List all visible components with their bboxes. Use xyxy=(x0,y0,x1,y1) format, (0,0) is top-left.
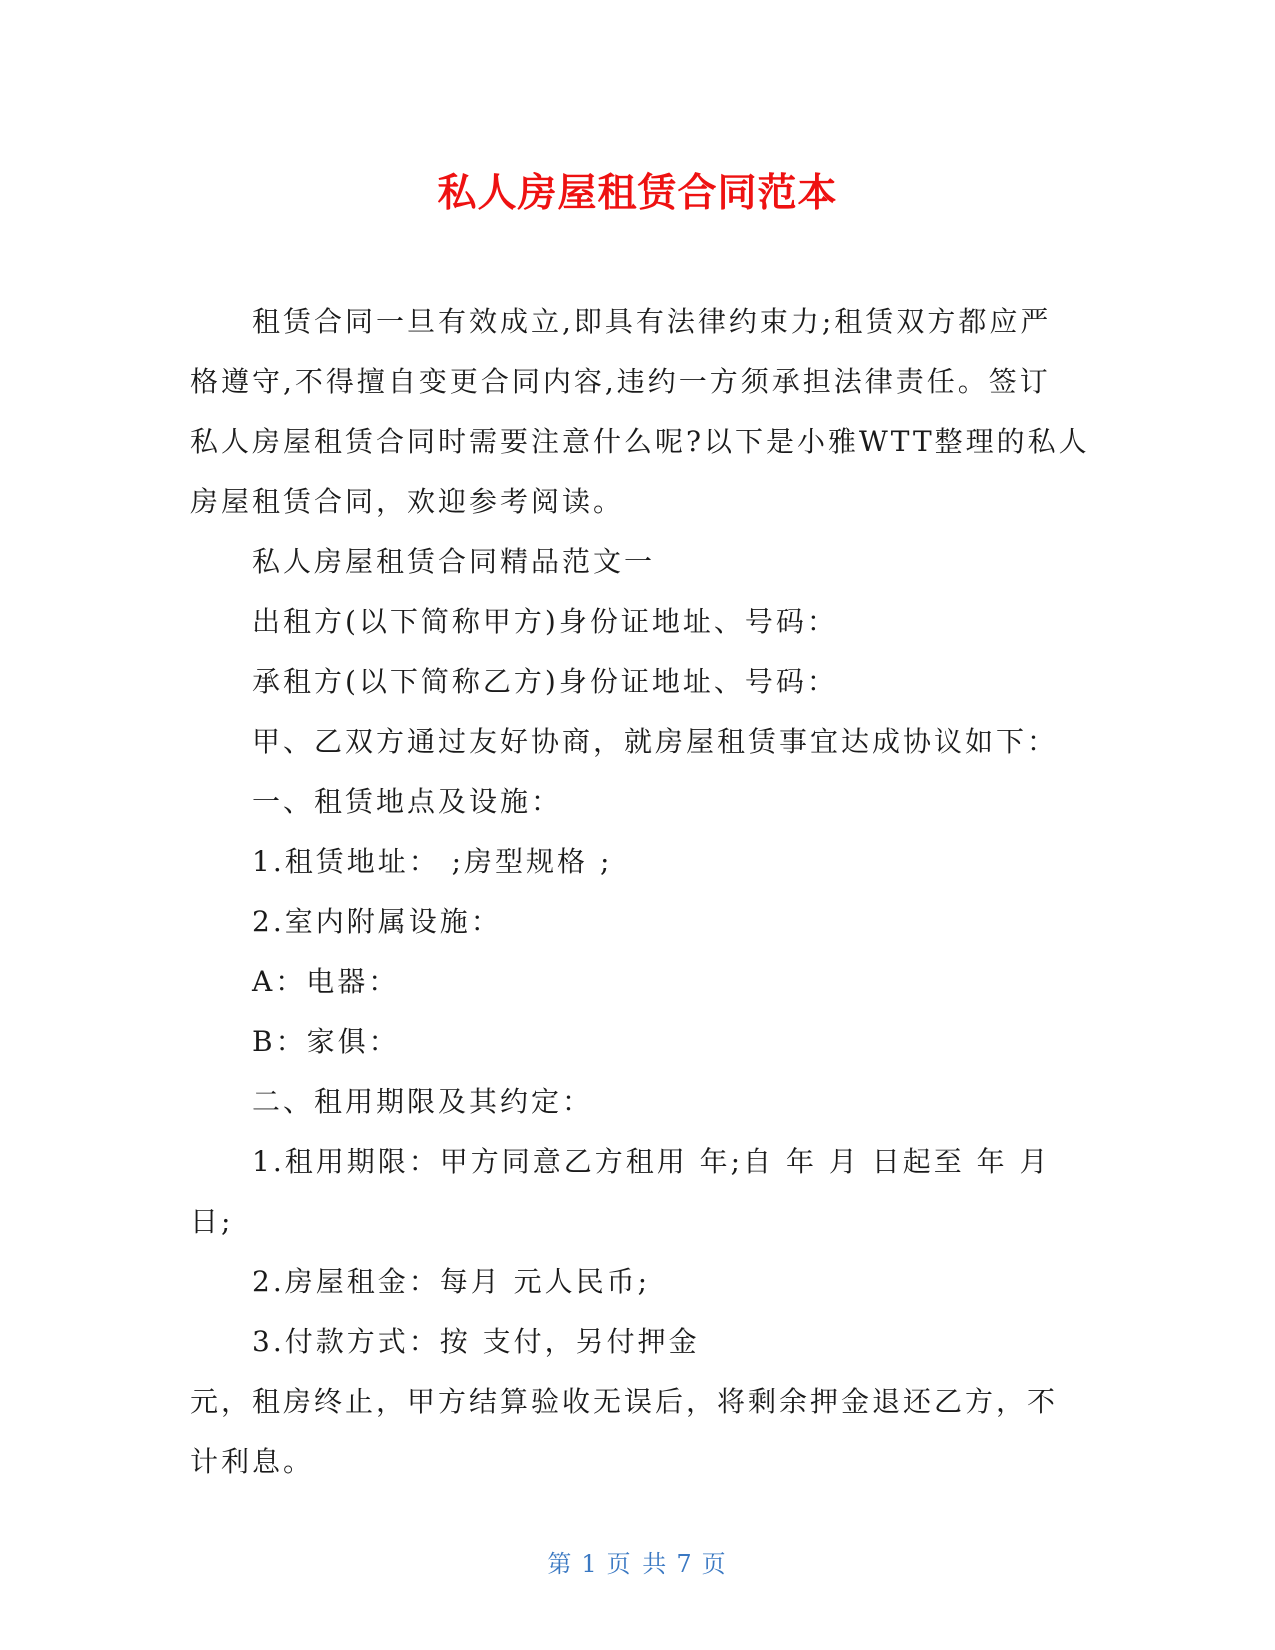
intro-line-2: 格遵守,不得擅自变更合同内容,违约一方须承担法律责任。签订 xyxy=(190,365,1051,398)
intro-line-1: 租赁合同一旦有效成立,即具有法律约束力;租赁双方都应严 xyxy=(252,305,1052,338)
clause-2-2: 2.房屋租金：每月 元人民币; xyxy=(252,1265,651,1298)
clause-heading-2: 二、租用期限及其约定： xyxy=(252,1085,594,1118)
clause-2-3-line-3: 计利息。 xyxy=(190,1445,315,1478)
lessor-line: 出租方(以下简称甲方)身份证地址、号码： xyxy=(252,605,838,638)
document-body xyxy=(190,292,1090,1492)
intro-paragraph xyxy=(190,292,1090,532)
clause-1-1: 1.租赁地址： ;房型规格 ; xyxy=(252,845,613,878)
clause-1-2: 2.室内附属设施： xyxy=(252,905,502,938)
intro-line-3: 私人房屋租赁合同时需要注意什么呢?以下是小雅WTT整理的私人 xyxy=(190,425,1090,458)
clause-2-1-line-2: 日; xyxy=(190,1205,234,1238)
document-title: 私人房屋租赁合同范本 xyxy=(437,171,838,216)
clause-2-3-line-1: 3.付款方式：按 支付，另付押金 xyxy=(252,1325,700,1358)
clause-2-1 xyxy=(190,1132,1078,1252)
clause-heading-1: 一、租赁地点及设施： xyxy=(252,785,563,818)
footer-total-pages: 7 xyxy=(676,1550,694,1578)
intro-line-4: 房屋租赁合同，欢迎参考阅读。 xyxy=(190,485,625,518)
clause-2-3-line-2: 元，租房终止，甲方结算验收无误后，将剩余押金退还乙方，不 xyxy=(190,1385,1059,1418)
clause-2-1-line-1: 1.租用期限：甲方同意乙方租用 年;自 年 月 日起至 年 月 xyxy=(252,1145,1051,1178)
footer-prefix: 第 xyxy=(547,1550,574,1578)
footer-suffix: 页 xyxy=(701,1550,728,1578)
page-footer xyxy=(0,1544,1275,1579)
footer-middle: 页 共 xyxy=(606,1550,669,1578)
section-heading: 私人房屋租赁合同精品范文一 xyxy=(252,545,656,578)
agreement-line: 甲、乙双方通过友好协商，就房屋租赁事宜达成协议如下： xyxy=(252,725,1059,758)
clause-1-2-a: A：电器： xyxy=(252,965,400,998)
clause-1-2-b: B：家俱： xyxy=(252,1025,400,1058)
lessee-line: 承租方(以下简称乙方)身份证地址、号码： xyxy=(252,665,838,698)
clause-2-3 xyxy=(190,1312,1078,1492)
footer-page-number: 1 xyxy=(581,1550,599,1578)
